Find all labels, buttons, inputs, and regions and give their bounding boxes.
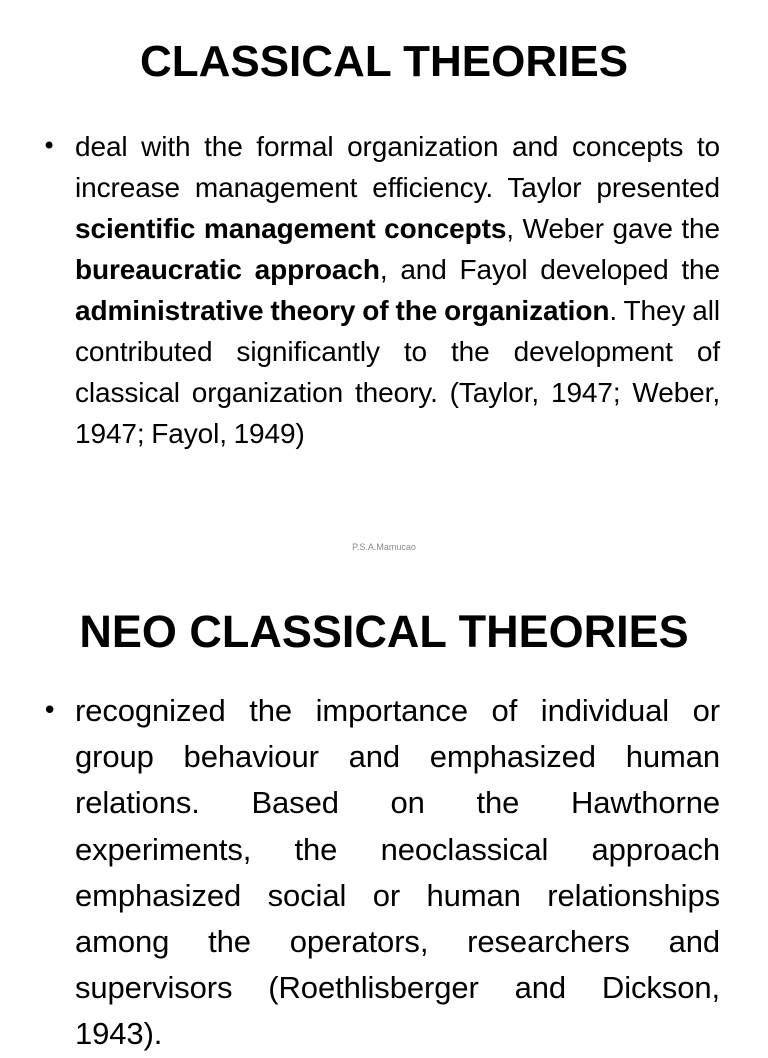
bullet-text-segment: deal with the formal organization and concepts to increase management efficiency. Taylor presented [75,131,720,203]
slide-neo-classical-theories [0,575,768,1052]
slide-footer-author: P.S.A.Mamucao [352,542,416,552]
bullet-text-segment: , and Fayol developed the [379,254,720,285]
bold-term-administrative-theory: administrative theory of the organization [75,295,610,326]
bullet-paragraph [75,126,720,454]
bullet-text-segment: . They all contributed significantly to the development of classical organization theory. (Taylor, 1947; Weber, 1947; Fayol, 1949) [75,295,720,449]
slide-title: CLASSICAL THEORIES [139,37,629,86]
bullet-icon: • [42,132,57,160]
slide-title: NEO CLASSICAL THEORIES [79,606,689,657]
bullet-paragraph: recognized the importance of individual or group behaviour and emphasized human relations. Based on the Hawthorne experiments, the neoclassical approach emphasized social or human relationships among the operators, researchers and supervisors (Roethlisberger and Dickson, 1943). [75,693,720,1052]
bold-term-scientific-management: scientific management concepts [75,213,507,244]
bullet-icon: • [42,696,58,726]
bullet-text-segment: , Weber gave the [506,213,720,244]
bold-term-bureaucratic-approach: bureaucratic approach [75,254,380,285]
